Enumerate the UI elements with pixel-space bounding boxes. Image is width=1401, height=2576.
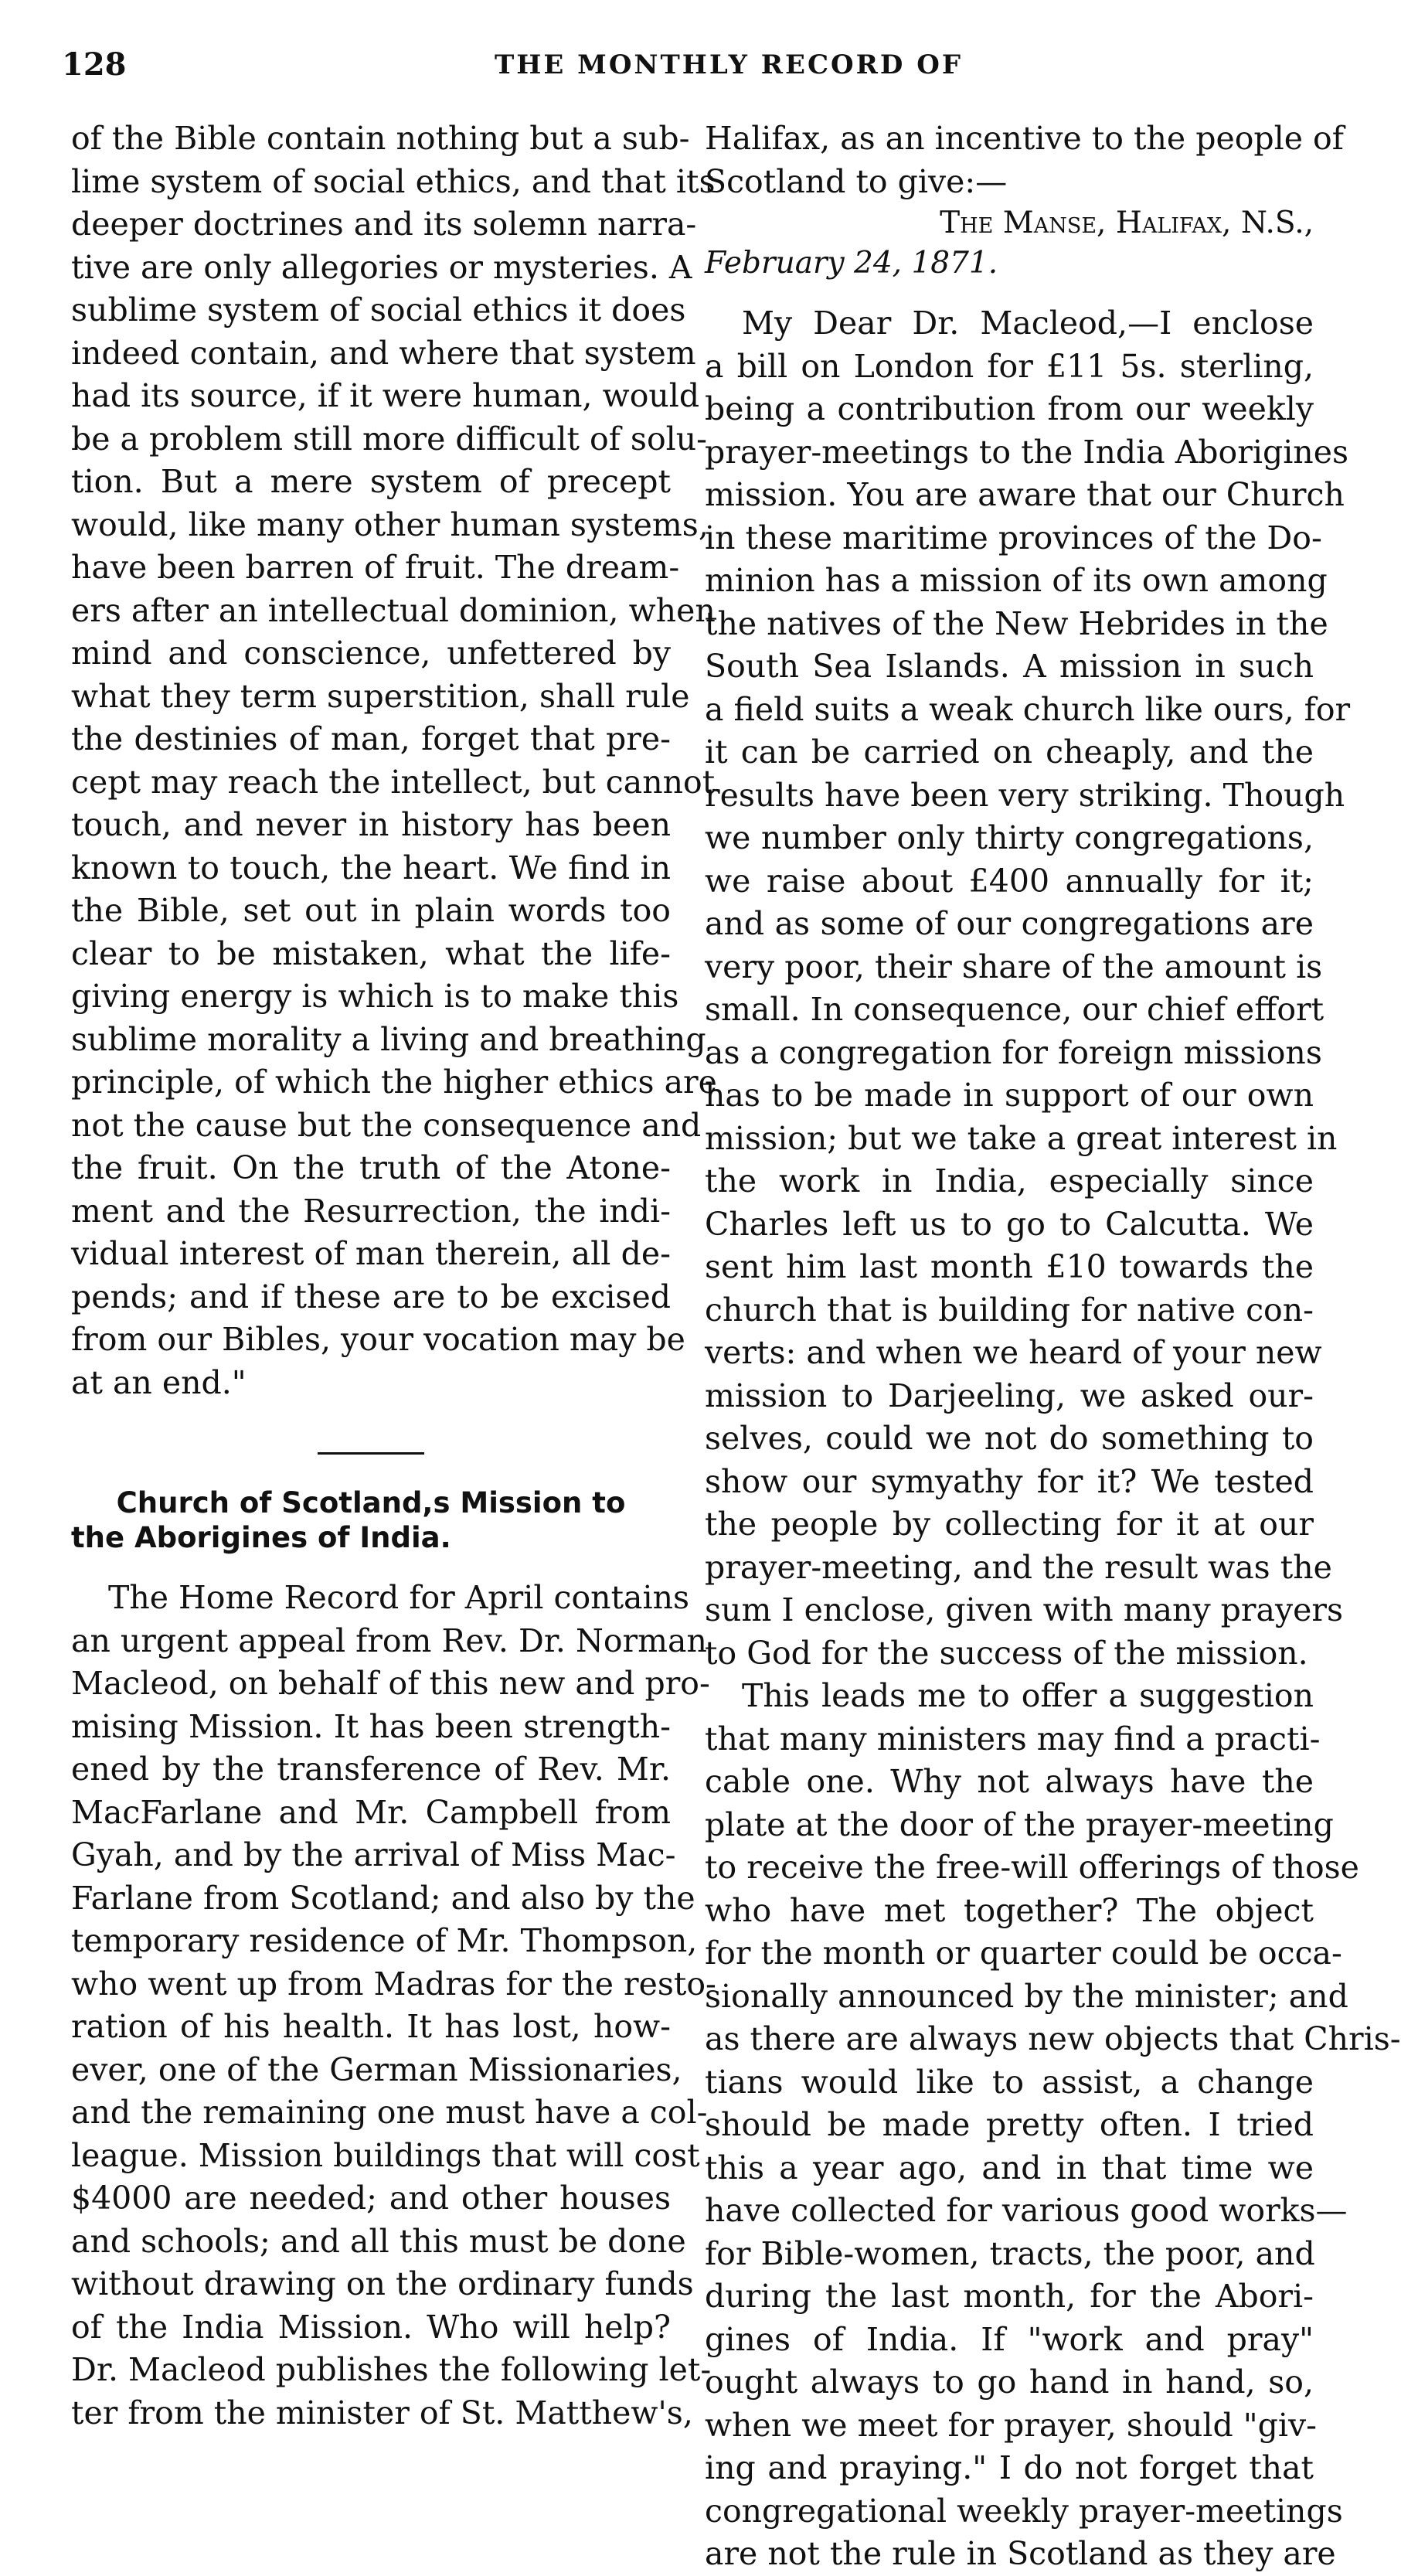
running-head [62, 46, 1345, 85]
letter-paragraph-1 [705, 302, 1351, 1675]
quote-line: vidual interest of man therein, all de- [71, 1235, 671, 1272]
article-heading [71, 1485, 671, 1555]
letter-line: prayer-meeting, and the result was the [705, 1548, 1332, 1586]
letter-paragraph-2 [705, 1675, 1401, 2576]
quote-line: touch, and never in history has been [71, 806, 671, 843]
letter-line: tians would like to assist, a change [705, 2063, 1314, 2101]
article-line: without drawing on the ordinary funds [71, 2265, 694, 2302]
letter-line: when we meet for prayer, should "giv- [705, 2406, 1318, 2444]
letter-line: and as some of our congregations are [705, 905, 1314, 942]
letter-line: have collected for various good works— [705, 2192, 1348, 2229]
letter-line: sum I enclose, given with many prayers [705, 1591, 1344, 1628]
article-line: who went up from Madras for the resto- [71, 1965, 716, 2003]
article-line: and schools; and all this must be done [71, 2222, 686, 2260]
article-line: $4000 are needed; and other houses [71, 2180, 671, 2217]
letter-line: congregational weekly prayer-meetings [705, 2492, 1343, 2530]
letter-line: cable one. Why not always have the [705, 1763, 1314, 1800]
quote-line: mind and conscience, unfettered by [71, 635, 671, 672]
quote-line: indeed contain, and where that system [71, 334, 696, 372]
letter-line: who have met together? The object [705, 1891, 1314, 1929]
page-number: 128 [62, 46, 127, 83]
letter-line: to receive the free-will offerings of those [705, 1849, 1359, 1886]
letter-line: Charles left us to go to Calcutta. We [705, 1205, 1314, 1243]
letter-line: the natives of the New Hebrides in the [705, 604, 1328, 642]
article-line: Gyah, and by the arrival of Miss Mac- [71, 1836, 676, 1873]
quote-line: the fruit. On the truth of the Atone- [71, 1149, 671, 1186]
letter-line: small. In consequence, our chief effort [705, 991, 1324, 1028]
article-body [71, 1577, 716, 2435]
quote-line: what they term superstition, shall rule [71, 677, 690, 715]
letter-line: should be made pretty often. I tried [705, 2106, 1314, 2143]
quote-line: principle, of which the higher ethics are [71, 1063, 717, 1101]
left-column [71, 117, 717, 2431]
quote-line: of the Bible contain nothing but a sub- [71, 120, 690, 157]
letter-line: This leads me to offer a suggestion [742, 1677, 1314, 1714]
letter-line: ing and praying." I do not forget that [705, 2449, 1314, 2486]
quoted-passage [71, 117, 717, 1404]
letter-line: results have been very striking. Though [705, 776, 1345, 814]
letter-line: the work in India, especially since [705, 1162, 1314, 1200]
quote-line: tion. But a mere system of precept [71, 463, 671, 500]
letter-line: prayer-meetings to the India Aborigines [705, 433, 1349, 471]
dateline-line: February 24, 1871. [705, 246, 998, 281]
quote-line: ers after an intellectual dominion, when [71, 591, 716, 629]
quote-line: cept may reach the intellect, but cannot [71, 763, 716, 801]
quote-line: tive are only allegories or mysteries. A [71, 248, 692, 286]
article-line: mising Mission. It has been strength- [71, 1707, 671, 1745]
quote-line: have been barren of fruit. The dream- [71, 549, 680, 586]
letter-line: as a congregation for foreign missions [705, 1033, 1322, 1071]
quote-line: would, like many other human systems, [71, 505, 709, 543]
letter-line: verts: and when we heard of your new [705, 1334, 1322, 1371]
article-line: ened by the transference of Rev. Mr. [71, 1751, 671, 1788]
letter-line: we number only thirty congregations, [705, 819, 1314, 856]
article-line: Dr. Macleod publishes the following let- [71, 2351, 712, 2388]
article-line: Macleod, on behalf of this new and pro- [71, 1665, 710, 1702]
intro-line: Halifax, as an incentive to the people of [705, 120, 1344, 157]
letter-line: during the last month, for the Abori- [705, 2278, 1314, 2315]
heading-line: the Aborigines of India. [71, 1521, 451, 1554]
letter-line: as there are always new objects that Chris- [705, 2020, 1401, 2057]
letter-line: sionally announced by the minister; and [705, 1977, 1348, 2015]
letter-line: it can be carried on cheaply, and the [705, 733, 1314, 771]
quote-line: not the cause but the consequence and [71, 1106, 702, 1144]
journal-title: THE MONTHLY RECORD OF [495, 49, 963, 80]
quote-line: be a problem still more difficult of solu- [71, 420, 708, 458]
quote-line: the destinies of man, forget that pre- [71, 720, 671, 757]
letter-line: selves, could we not do something to [705, 1420, 1314, 1457]
quote-line: the Bible, set out in plain words too [71, 892, 671, 929]
letter-line: in these maritime provinces of the Do- [705, 519, 1322, 556]
article-line: league. Mission buildings that will cost [71, 2136, 700, 2174]
right-column [705, 117, 1401, 2572]
letter-line: for the month or quarter could be occa- [705, 1935, 1342, 1972]
quote-line: known to touch, the heart. We find in [71, 849, 671, 886]
article-line: The Home Record for April contains [108, 1579, 690, 1616]
quote-line: from our Bibles, your vocation may be [71, 1321, 685, 1358]
article-line: of the India Mission. Who will help? [71, 2308, 671, 2346]
article-line: an urgent appeal from Rev. Dr. Norman [71, 1621, 707, 1659]
letter-line: mission; but we take a great interest in [705, 1119, 1338, 1157]
letter-line: to God for the success of the mission. [705, 1634, 1308, 1672]
quote-line: giving energy is which is to make this [71, 978, 679, 1015]
quote-line: had its source, if it were human, would [71, 377, 700, 414]
letter-line: show our symyathy for it? We tested [705, 1462, 1314, 1500]
letter-line: plate at the door of the prayer-meeting [705, 1805, 1334, 1843]
quote-line: sublime system of social ethics it does [71, 291, 686, 328]
article-line: ration of his health. It has lost, how- [71, 2008, 671, 2045]
quote-line: pends; and if these are to be excised [71, 1278, 671, 1315]
letter-line: gines of India. If "work and pray" [705, 2320, 1314, 2358]
letter-dateline [705, 203, 1314, 284]
letter-line: minion has a mission of its own among [705, 562, 1328, 599]
letter-line: being a contribution from our weekly [705, 390, 1314, 427]
letter-line: mission. You are aware that our Church [705, 476, 1345, 513]
quote-line: lime system of social ethics, and that its [71, 162, 716, 200]
letter-line: has to be made in support of our own [705, 1077, 1314, 1114]
letter-line: My Dear Dr. Macleod,—I enclose [742, 305, 1314, 342]
letter-introduction [705, 117, 1344, 203]
article-line: MacFarlane and Mr. Campbell from [71, 1793, 671, 1831]
letter-line: for Bible-women, tracts, the poor, and [705, 2234, 1315, 2272]
letter-line: South Sea Islands. A mission in such [705, 648, 1314, 685]
intro-line: Scotland to give:— [705, 162, 1008, 200]
heading-line: Church of Scotland,s Mission to [116, 1486, 626, 1519]
letter-line: we raise about £400 annually for it; [705, 862, 1314, 900]
article-line: ever, one of the German Missionaries, [71, 2050, 682, 2088]
quote-line: at an end." [71, 1363, 247, 1401]
letter-line: that many ministers may find a practi- [705, 1720, 1321, 1758]
letter-line: the people by collecting for it at our [705, 1506, 1314, 1543]
article-line: and the remaining one must have a col- [71, 2094, 708, 2131]
article-line: ter from the minister of St. Matthew's, [71, 2394, 693, 2431]
letter-line: are not the rule in Scotland as they are [705, 2535, 1336, 2572]
quote-line: sublime morality a living and breathing [71, 1020, 706, 1058]
letter-line: church that is building for native con- [705, 1291, 1314, 1329]
article-line: temporary residence of Mr. Thompson, [71, 1922, 698, 1959]
letter-line: sent him last month £10 towards the [705, 1248, 1314, 1285]
letter-line: ought always to go hand in hand, so, [705, 2363, 1314, 2401]
quote-line: deeper doctrines and its solemn narra- [71, 206, 697, 243]
letter-line: a bill on London for £11 5s. sterling, [705, 347, 1314, 385]
letter-line: very poor, their share of the amount is [705, 948, 1323, 985]
article-line: Farlane from Scotland; and also by the [71, 1879, 695, 1917]
section-divider [318, 1452, 424, 1455]
letter-line: a field suits a weak church like ours, for [705, 690, 1351, 728]
letter-line: this a year ago, and in that time we [705, 2149, 1314, 2186]
dateline-line: The Manse, Halifax, N.S., [940, 206, 1314, 240]
quote-line: clear to be mistaken, what the life- [71, 934, 671, 972]
letter-line: mission to Darjeeling, we asked our- [705, 1376, 1314, 1414]
quote-line: ment and the Resurrection, the indi- [71, 1192, 671, 1230]
